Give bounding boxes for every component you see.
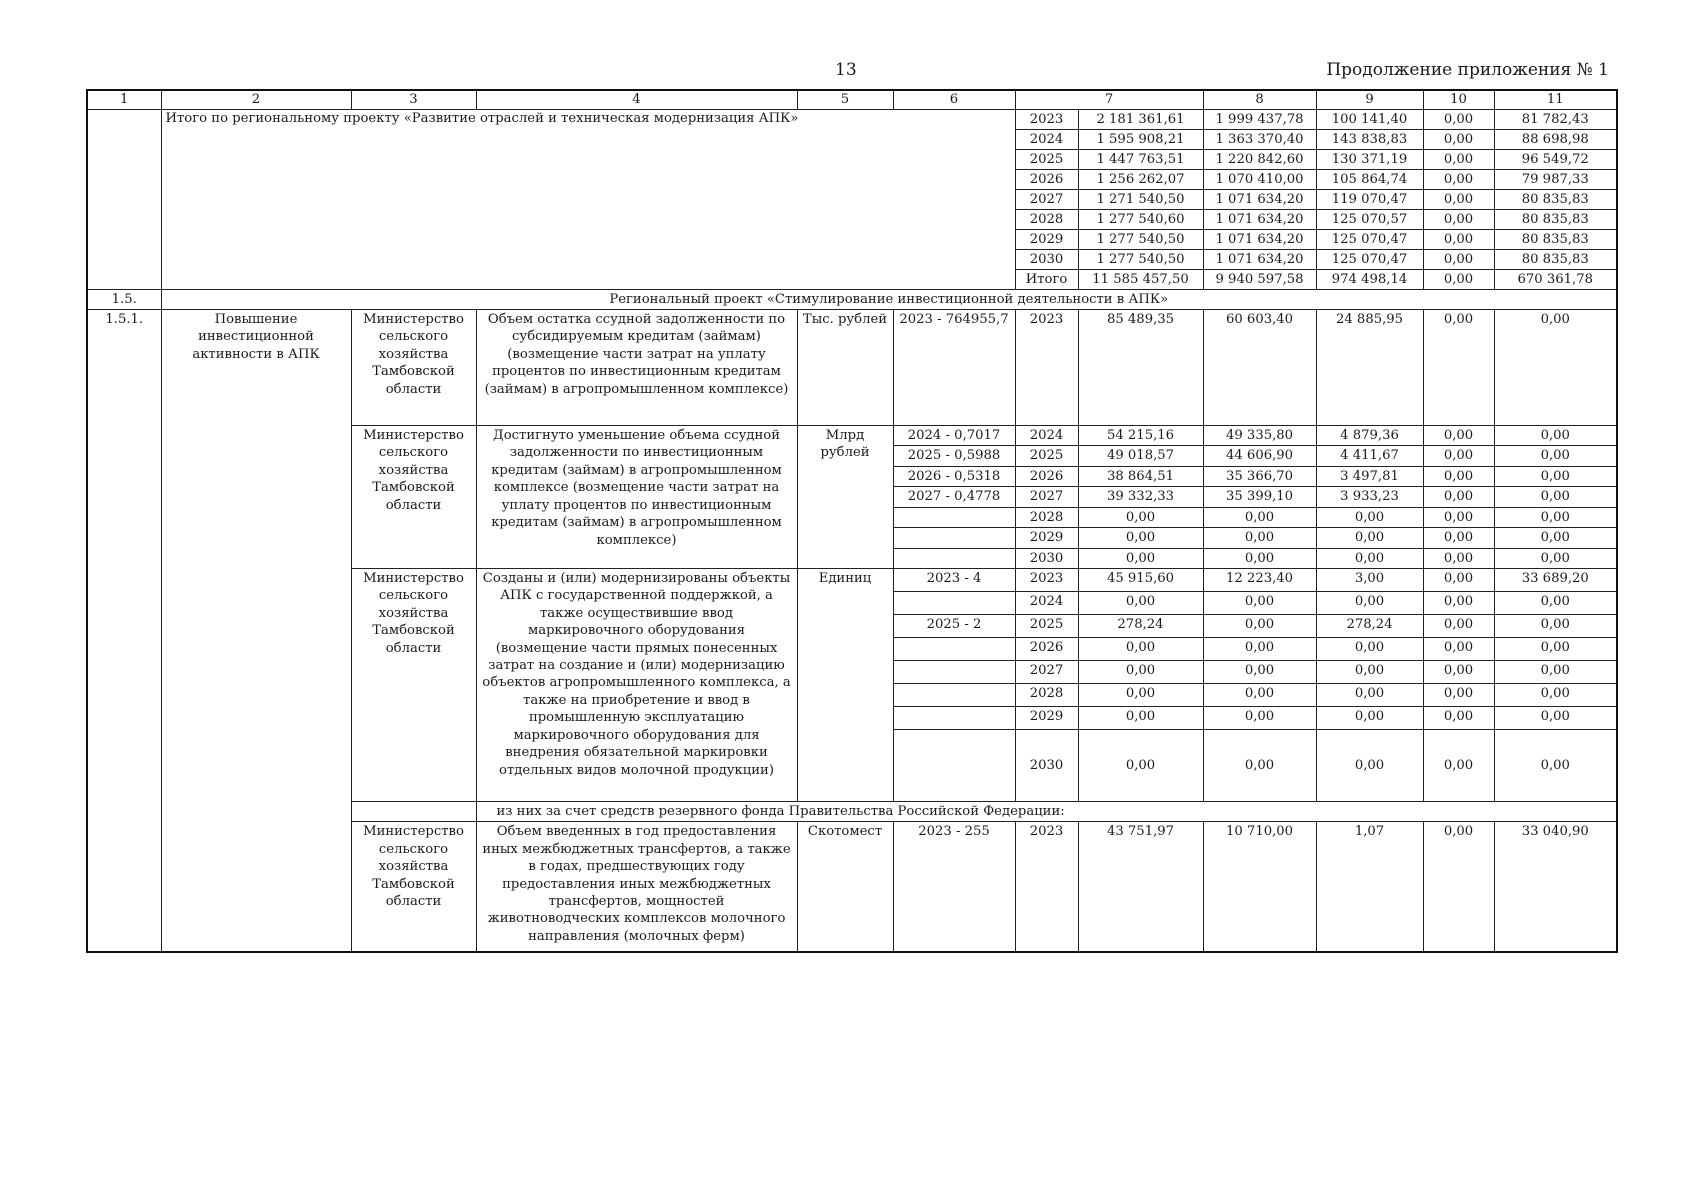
year-cell: 2025 bbox=[1015, 150, 1078, 170]
value-c10: 0,00 bbox=[1423, 706, 1494, 729]
value-c10: 0,00 bbox=[1423, 310, 1494, 426]
value-c7: 38 864,51 bbox=[1078, 466, 1203, 486]
value-c9: 0,00 bbox=[1316, 637, 1423, 660]
target-value: 2025 - 2 bbox=[893, 614, 1015, 637]
value-c7: 1 277 540,50 bbox=[1078, 230, 1203, 250]
value-c11: 33 040,90 bbox=[1494, 822, 1617, 952]
target-value bbox=[893, 507, 1015, 527]
year-cell: 2026 bbox=[1015, 466, 1078, 486]
year-cell: 2030 bbox=[1015, 250, 1078, 270]
year-cell: 2023 bbox=[1015, 568, 1078, 591]
value-c11: 80 835,83 bbox=[1494, 190, 1617, 210]
section-title: Региональный проект «Стимулирование инвестиционной деятельности в АПК» bbox=[161, 290, 1617, 310]
col-header-8: 8 bbox=[1203, 90, 1316, 110]
year-cell: 2028 bbox=[1015, 683, 1078, 706]
value-c8: 9 940 597,58 bbox=[1203, 270, 1316, 290]
value-c11: 80 835,83 bbox=[1494, 250, 1617, 270]
year-cell: 2024 bbox=[1015, 591, 1078, 614]
value-c10: 0,00 bbox=[1423, 614, 1494, 637]
col-header-1: 1 bbox=[87, 90, 161, 110]
value-c7: 0,00 bbox=[1078, 548, 1203, 568]
unit: Тыс. рублей bbox=[797, 310, 893, 426]
value-c7: 0,00 bbox=[1078, 706, 1203, 729]
target-value: 2026 - 0,5318 bbox=[893, 466, 1015, 486]
value-c7: 39 332,33 bbox=[1078, 487, 1203, 507]
target-value: 2023 - 4 bbox=[893, 568, 1015, 591]
value-c8: 0,00 bbox=[1203, 507, 1316, 527]
value-c10: 0,00 bbox=[1423, 466, 1494, 486]
value-c10: 0,00 bbox=[1423, 568, 1494, 591]
section-row bbox=[87, 290, 1617, 310]
value-c11: 81 782,43 bbox=[1494, 110, 1617, 130]
value-c11: 33 689,20 bbox=[1494, 568, 1617, 591]
indicator-description: Объем остатка ссудной задолженности по субсидируемым кредитам (займам) (возмещение части затрат на уплату процентов по инвестиционным кредитам (займам) в агропромышленном комплексе) bbox=[476, 310, 797, 426]
year-cell: 2023 bbox=[1015, 110, 1078, 130]
value-c10: 0,00 bbox=[1423, 190, 1494, 210]
value-c10: 0,00 bbox=[1423, 170, 1494, 190]
value-c9: 0,00 bbox=[1316, 660, 1423, 683]
total-row bbox=[87, 110, 1617, 130]
value-c8: 10 710,00 bbox=[1203, 822, 1316, 952]
target-value bbox=[893, 591, 1015, 614]
continuation-label: Продолжение приложения № 1 bbox=[1326, 60, 1609, 80]
value-c9: 0,00 bbox=[1316, 591, 1423, 614]
value-c9: 3 497,81 bbox=[1316, 466, 1423, 486]
value-c11: 0,00 bbox=[1494, 466, 1617, 486]
year-cell: 2026 bbox=[1015, 637, 1078, 660]
value-c11: 0,00 bbox=[1494, 591, 1617, 614]
value-c7: 85 489,35 bbox=[1078, 310, 1203, 426]
value-c11: 0,00 bbox=[1494, 660, 1617, 683]
value-c8: 1 071 634,20 bbox=[1203, 210, 1316, 230]
value-c7: 1 277 540,60 bbox=[1078, 210, 1203, 230]
value-c9: 105 864,74 bbox=[1316, 170, 1423, 190]
year-cell: 2030 bbox=[1015, 729, 1078, 801]
value-c9: 125 070,47 bbox=[1316, 230, 1423, 250]
value-c8: 0,00 bbox=[1203, 528, 1316, 548]
value-c8: 0,00 bbox=[1203, 591, 1316, 614]
value-c7: 0,00 bbox=[1078, 729, 1203, 801]
value-c9: 0,00 bbox=[1316, 548, 1423, 568]
value-c10: 0,00 bbox=[1423, 130, 1494, 150]
value-c7: 0,00 bbox=[1078, 528, 1203, 548]
year-cell: 2025 bbox=[1015, 614, 1078, 637]
col-header-10: 10 bbox=[1423, 90, 1494, 110]
col-header-9: 9 bbox=[1316, 90, 1423, 110]
target-value bbox=[893, 729, 1015, 801]
value-c10: 0,00 bbox=[1423, 591, 1494, 614]
year-cell: 2029 bbox=[1015, 230, 1078, 250]
value-c9: 974 498,14 bbox=[1316, 270, 1423, 290]
value-c7: 54 215,16 bbox=[1078, 426, 1203, 446]
value-c8: 12 223,40 bbox=[1203, 568, 1316, 591]
value-c8: 44 606,90 bbox=[1203, 446, 1316, 466]
value-c11: 0,00 bbox=[1494, 487, 1617, 507]
ministry: Министерство сельского хозяйства Тамбовской области bbox=[351, 310, 476, 426]
value-c7: 1 277 540,50 bbox=[1078, 250, 1203, 270]
value-c10: 0,00 bbox=[1423, 210, 1494, 230]
year-cell: Итого bbox=[1015, 270, 1078, 290]
value-c11: 0,00 bbox=[1494, 446, 1617, 466]
value-c10: 0,00 bbox=[1423, 230, 1494, 250]
unit: Млрд рублей bbox=[797, 426, 893, 569]
value-c7: 11 585 457,50 bbox=[1078, 270, 1203, 290]
value-c11: 0,00 bbox=[1494, 729, 1617, 801]
value-c9: 1,07 bbox=[1316, 822, 1423, 952]
year-cell: 2024 bbox=[1015, 130, 1078, 150]
ministry-cell-empty bbox=[351, 801, 476, 821]
year-cell: 2029 bbox=[1015, 528, 1078, 548]
value-c11: 96 549,72 bbox=[1494, 150, 1617, 170]
value-c11: 0,00 bbox=[1494, 426, 1617, 446]
value-c10: 0,00 bbox=[1423, 507, 1494, 527]
value-c11: 0,00 bbox=[1494, 706, 1617, 729]
value-c9: 143 838,83 bbox=[1316, 130, 1423, 150]
ministry: Министерство сельского хозяйства Тамбовской области bbox=[351, 568, 476, 801]
value-c11: 0,00 bbox=[1494, 614, 1617, 637]
value-c11: 80 835,83 bbox=[1494, 230, 1617, 250]
value-c10: 0,00 bbox=[1423, 250, 1494, 270]
value-c8: 49 335,80 bbox=[1203, 426, 1316, 446]
unit: Единиц bbox=[797, 568, 893, 801]
reserve-note: из них за счет средств резервного фонда Правительства Российской Федерации: bbox=[476, 801, 1617, 821]
value-c10: 0,00 bbox=[1423, 446, 1494, 466]
value-c7: 278,24 bbox=[1078, 614, 1203, 637]
value-c11: 0,00 bbox=[1494, 507, 1617, 527]
value-c9: 130 371,19 bbox=[1316, 150, 1423, 170]
value-c9: 0,00 bbox=[1316, 507, 1423, 527]
value-c8: 60 603,40 bbox=[1203, 310, 1316, 426]
value-c8: 1 220 842,60 bbox=[1203, 150, 1316, 170]
value-c8: 0,00 bbox=[1203, 548, 1316, 568]
year-cell: 2027 bbox=[1015, 190, 1078, 210]
col-header-2: 2 bbox=[161, 90, 351, 110]
col-header-5: 5 bbox=[797, 90, 893, 110]
target-value bbox=[893, 548, 1015, 568]
ministry: Министерство сельского хозяйства Тамбовской области bbox=[351, 426, 476, 569]
value-c8: 1 071 634,20 bbox=[1203, 190, 1316, 210]
value-c7: 43 751,97 bbox=[1078, 822, 1203, 952]
section-num: 1.5. bbox=[87, 290, 161, 310]
value-c7: 45 915,60 bbox=[1078, 568, 1203, 591]
target-value bbox=[893, 683, 1015, 706]
value-c11: 0,00 bbox=[1494, 548, 1617, 568]
value-c7: 0,00 bbox=[1078, 660, 1203, 683]
value-c9: 119 070,47 bbox=[1316, 190, 1423, 210]
value-c11: 0,00 bbox=[1494, 637, 1617, 660]
value-c8: 0,00 bbox=[1203, 637, 1316, 660]
value-c10: 0,00 bbox=[1423, 110, 1494, 130]
year-cell: 2027 bbox=[1015, 660, 1078, 683]
col-header-3: 3 bbox=[351, 90, 476, 110]
value-c8: 35 366,70 bbox=[1203, 466, 1316, 486]
value-c10: 0,00 bbox=[1423, 683, 1494, 706]
value-c9: 4 879,36 bbox=[1316, 426, 1423, 446]
value-c9: 24 885,95 bbox=[1316, 310, 1423, 426]
value-c10: 0,00 bbox=[1423, 660, 1494, 683]
col-header-7: 7 bbox=[1015, 90, 1203, 110]
value-c9: 4 411,67 bbox=[1316, 446, 1423, 466]
value-c11: 0,00 bbox=[1494, 528, 1617, 548]
value-c7: 0,00 bbox=[1078, 637, 1203, 660]
value-c10: 0,00 bbox=[1423, 426, 1494, 446]
year-cell: 2023 bbox=[1015, 822, 1078, 952]
value-c9: 0,00 bbox=[1316, 683, 1423, 706]
value-c7: 49 018,57 bbox=[1078, 446, 1203, 466]
ministry: Министерство сельского хозяйства Тамбовской области bbox=[351, 822, 476, 952]
target-value bbox=[893, 660, 1015, 683]
value-c7: 0,00 bbox=[1078, 683, 1203, 706]
value-c10: 0,00 bbox=[1423, 150, 1494, 170]
year-cell: 2026 bbox=[1015, 170, 1078, 190]
target-value bbox=[893, 706, 1015, 729]
value-c10: 0,00 bbox=[1423, 822, 1494, 952]
value-c10: 0,00 bbox=[1423, 637, 1494, 660]
indicator-description: Созданы и (или) модернизированы объекты АПК с государственной поддержкой, а также осуществившие ввод маркировочного оборудования (возмещение части прямых понесенных затрат на создание и (или) модернизацию объектов агропромышленного комплекса, а также на приобретение и ввод в промышленную эксплуатацию маркировочного оборудования для внедрения обязательной маркировки отдельных видов молочной продукции) bbox=[476, 568, 797, 801]
year-cell: 2024 bbox=[1015, 426, 1078, 446]
value-c9: 3 933,23 bbox=[1316, 487, 1423, 507]
value-c11: 0,00 bbox=[1494, 683, 1617, 706]
measure-num: 1.5.1. bbox=[87, 310, 161, 952]
col-header-6: 6 bbox=[893, 90, 1015, 110]
col-header-4: 4 bbox=[476, 90, 797, 110]
value-c9: 3,00 bbox=[1316, 568, 1423, 591]
value-c10: 0,00 bbox=[1423, 528, 1494, 548]
value-c7: 1 447 763,51 bbox=[1078, 150, 1203, 170]
year-cell: 2025 bbox=[1015, 446, 1078, 466]
measure-name: Повышение инвестиционной активности в АПК bbox=[161, 310, 351, 952]
value-c9: 0,00 bbox=[1316, 528, 1423, 548]
target-value: 2023 - 764955,7 bbox=[893, 310, 1015, 426]
value-c7: 0,00 bbox=[1078, 591, 1203, 614]
value-c8: 0,00 bbox=[1203, 660, 1316, 683]
target-value bbox=[893, 528, 1015, 548]
value-c11: 80 835,83 bbox=[1494, 210, 1617, 230]
column-header-row bbox=[87, 90, 1617, 110]
value-c8: 1 071 634,20 bbox=[1203, 250, 1316, 270]
value-c7: 1 595 908,21 bbox=[1078, 130, 1203, 150]
value-c9: 0,00 bbox=[1316, 729, 1423, 801]
indicator-description: Достигнуто уменьшение объема ссудной задолженности по инвестиционным кредитам (займам) в агропромышленном комплексе (возмещение части затрат на уплату процентов по инвестиционным кредитам (займам) в агропромышленном комплексе) bbox=[476, 426, 797, 569]
value-c7: 0,00 bbox=[1078, 507, 1203, 527]
total-label: Итого по региональному проекту «Развитие отраслей и техническая модернизация АПК» bbox=[161, 110, 1015, 290]
value-c8: 1 999 437,78 bbox=[1203, 110, 1316, 130]
value-c7: 2 181 361,61 bbox=[1078, 110, 1203, 130]
value-c7: 1 256 262,07 bbox=[1078, 170, 1203, 190]
target-value: 2024 - 0,7017 bbox=[893, 426, 1015, 446]
year-cell: 2028 bbox=[1015, 210, 1078, 230]
value-c8: 0,00 bbox=[1203, 706, 1316, 729]
indicator-row bbox=[87, 310, 1617, 426]
col-header-11: 11 bbox=[1494, 90, 1617, 110]
value-c10: 0,00 bbox=[1423, 729, 1494, 801]
target-value: 2027 - 0,4778 bbox=[893, 487, 1015, 507]
value-c8: 0,00 bbox=[1203, 729, 1316, 801]
value-c11: 670 361,78 bbox=[1494, 270, 1617, 290]
value-c9: 125 070,57 bbox=[1316, 210, 1423, 230]
page-number: 13 bbox=[835, 60, 857, 80]
value-c7: 1 271 540,50 bbox=[1078, 190, 1203, 210]
value-c8: 1 363 370,40 bbox=[1203, 130, 1316, 150]
budget-table bbox=[86, 89, 1618, 953]
value-c9: 0,00 bbox=[1316, 706, 1423, 729]
year-cell: 2030 bbox=[1015, 548, 1078, 568]
year-cell: 2023 bbox=[1015, 310, 1078, 426]
value-c8: 35 399,10 bbox=[1203, 487, 1316, 507]
value-c9: 278,24 bbox=[1316, 614, 1423, 637]
value-c8: 1 070 410,00 bbox=[1203, 170, 1316, 190]
year-cell: 2028 bbox=[1015, 507, 1078, 527]
value-c11: 79 987,33 bbox=[1494, 170, 1617, 190]
value-c11: 88 698,98 bbox=[1494, 130, 1617, 150]
indicator-description: Объем введенных в год предоставления иных межбюджетных трансфертов, а также в годах, предшествующих году предоставления иных межбюджетных трансфертов, мощностей животноводческих комплексов молочного направления (молочных ферм) bbox=[476, 822, 797, 952]
unit: Скотомест bbox=[797, 822, 893, 952]
value-c10: 0,00 bbox=[1423, 487, 1494, 507]
value-c8: 0,00 bbox=[1203, 614, 1316, 637]
year-cell: 2029 bbox=[1015, 706, 1078, 729]
value-c10: 0,00 bbox=[1423, 270, 1494, 290]
value-c8: 1 071 634,20 bbox=[1203, 230, 1316, 250]
value-c11: 0,00 bbox=[1494, 310, 1617, 426]
value-c9: 125 070,47 bbox=[1316, 250, 1423, 270]
value-c10: 0,00 bbox=[1423, 548, 1494, 568]
target-value: 2025 - 0,5988 bbox=[893, 446, 1015, 466]
value-c9: 100 141,40 bbox=[1316, 110, 1423, 130]
year-cell: 2027 bbox=[1015, 487, 1078, 507]
total-num-cell bbox=[87, 110, 161, 290]
target-value: 2023 - 255 bbox=[893, 822, 1015, 952]
value-c8: 0,00 bbox=[1203, 683, 1316, 706]
target-value bbox=[893, 637, 1015, 660]
